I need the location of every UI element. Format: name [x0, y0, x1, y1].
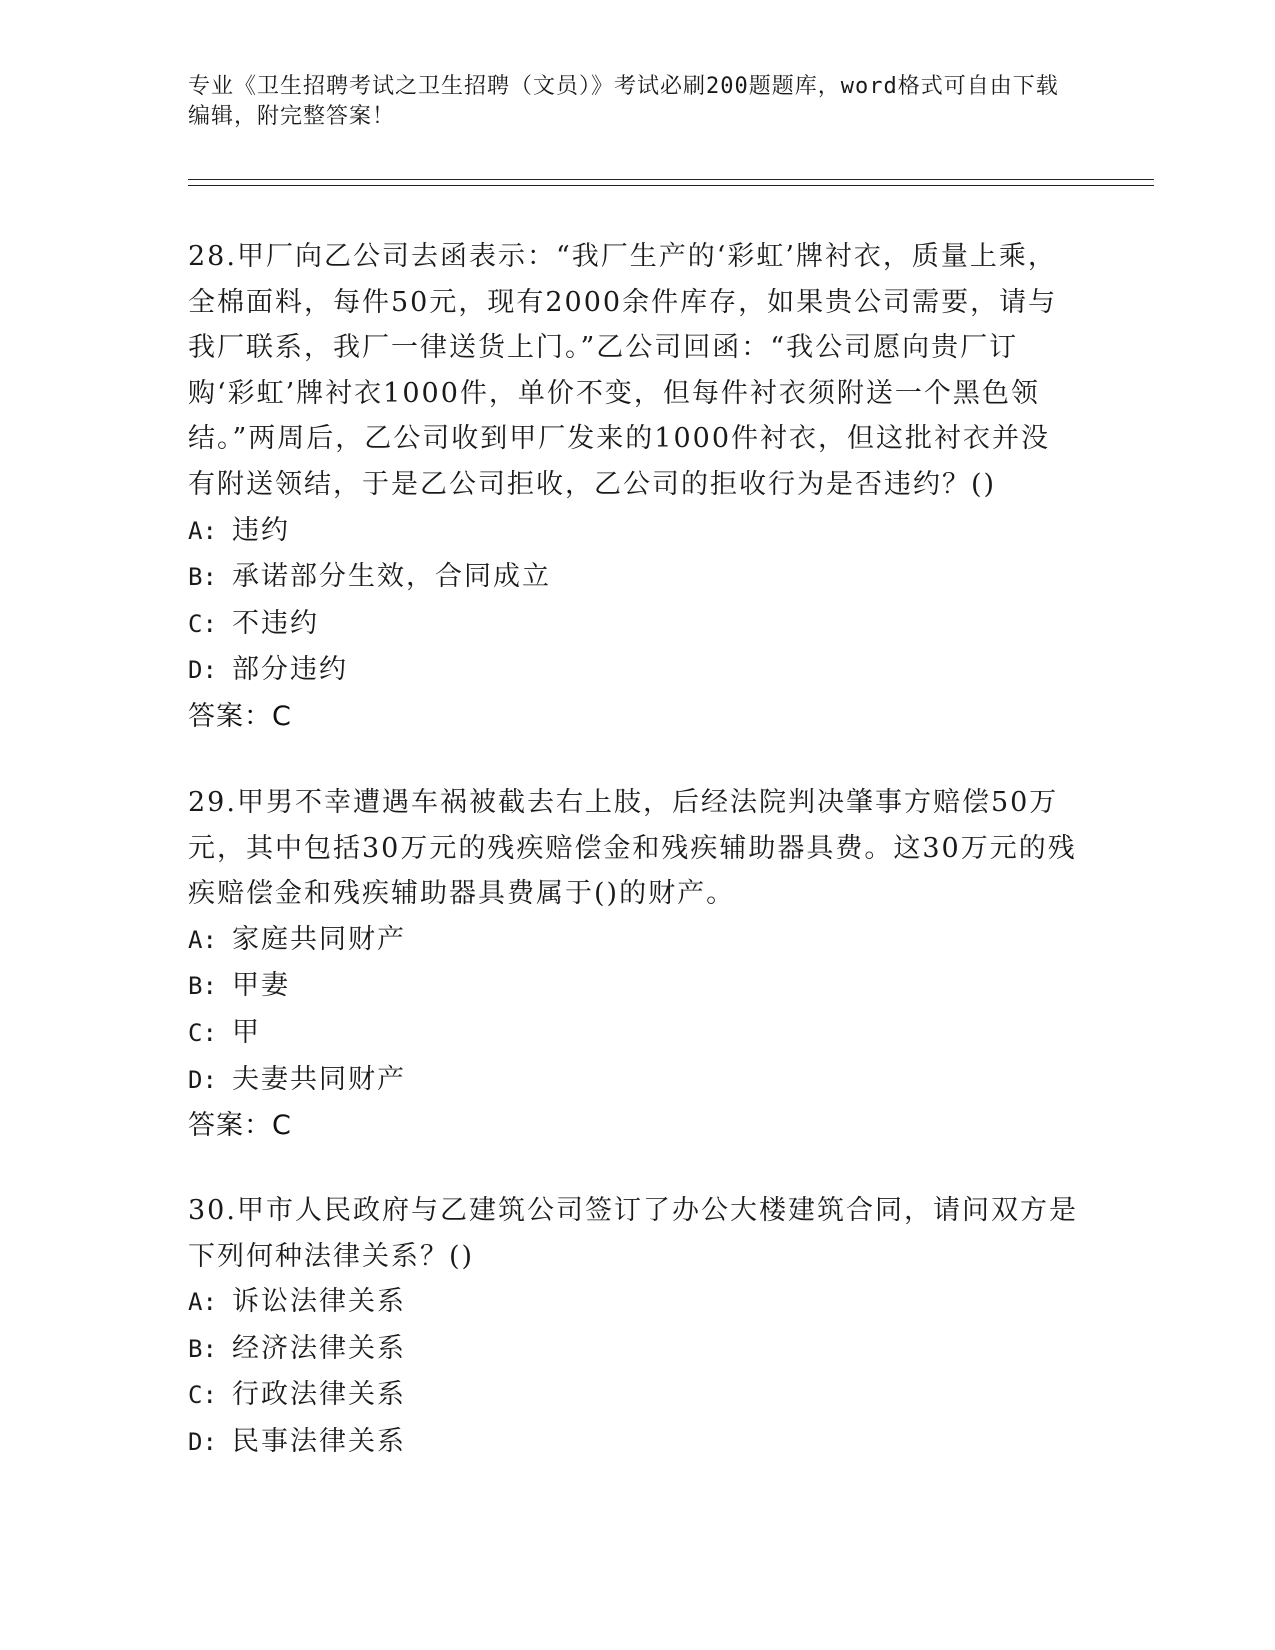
option-letter: A: — [188, 925, 217, 954]
option-text: 不违约 — [232, 607, 319, 639]
option-letter: A: — [188, 1288, 217, 1317]
option-c — [188, 601, 1078, 648]
option-c — [188, 1372, 1078, 1419]
option-text: 民事法律关系 — [232, 1425, 406, 1457]
option-letter: B: — [188, 972, 217, 1001]
option-a — [188, 508, 1078, 555]
question-stem: 28.甲厂向乙公司去函表示：“我厂生产的‘彩虹’牌衬衣，质量上乘，全棉面料，每件50元，现有2000余件库存，如果贵公司需要，请与我厂联系，我厂一律送货上门。”乙公司回函：“我公司愿向贵厂订购‘彩虹’牌衬衣1000件，单价不变，但每件衬衣须附送一个黑色领结。”两周后，乙公司收到甲厂发来的1000件衬衣，但这批衬衣并没有附送领结，于是乙公司拒收，乙公司的拒收行为是否违约？() — [188, 241, 1058, 500]
option-b — [188, 554, 1078, 601]
option-a — [188, 917, 1078, 964]
option-text: 诉讼法律关系 — [232, 1286, 406, 1318]
answer: 答案：C — [188, 1110, 292, 1142]
option-d — [188, 647, 1078, 694]
option-letter: A: — [188, 516, 217, 545]
option-letter: B: — [188, 563, 217, 592]
option-letter: C: — [188, 1018, 217, 1047]
option-text: 甲妻 — [232, 970, 290, 1002]
option-text: 违约 — [232, 514, 290, 546]
option-letter: C: — [188, 609, 217, 638]
option-text: 承诺部分生效，合同成立 — [232, 561, 551, 593]
question-28 — [188, 234, 1078, 740]
option-letter: D: — [188, 1065, 217, 1094]
option-b — [188, 963, 1078, 1010]
option-text: 行政法律关系 — [232, 1379, 406, 1411]
option-d — [188, 1057, 1078, 1104]
option-text: 夫妻共同财产 — [232, 1063, 406, 1095]
document-header: 专业《卫生招聘考试之卫生招聘（文员）》考试必刷200题题库，word格式可自由下载编辑，附完整答案！ — [188, 74, 1059, 129]
option-a — [188, 1279, 1078, 1326]
option-letter: D: — [188, 656, 217, 685]
option-text: 家庭共同财产 — [232, 923, 406, 955]
option-d — [188, 1419, 1078, 1466]
option-text: 经济法律关系 — [232, 1332, 406, 1364]
answer: 答案：C — [188, 700, 292, 732]
option-b — [188, 1326, 1078, 1373]
option-text: 部分违约 — [232, 654, 348, 686]
option-c — [188, 1010, 1078, 1057]
question-30 — [188, 1188, 1078, 1466]
question-stem: 30.甲市人民政府与乙建筑公司签订了办公大楼建筑合同，请问双方是下列何种法律关系？() — [188, 1195, 1078, 1272]
option-letter: B: — [188, 1334, 217, 1363]
option-letter: C: — [188, 1381, 217, 1410]
header-divider — [188, 179, 1154, 186]
question-stem: 29.甲男不幸遭遇车祸被截去右上肢，后经法院判决肇事方赔偿50万元，其中包括30万元的残疾赔偿金和残疾辅助器具费。这30万元的残疾赔偿金和残疾辅助器具费属于()的财产。 — [188, 787, 1077, 910]
option-text: 甲 — [232, 1016, 261, 1048]
option-letter: D: — [188, 1427, 217, 1456]
question-29 — [188, 780, 1078, 1149]
